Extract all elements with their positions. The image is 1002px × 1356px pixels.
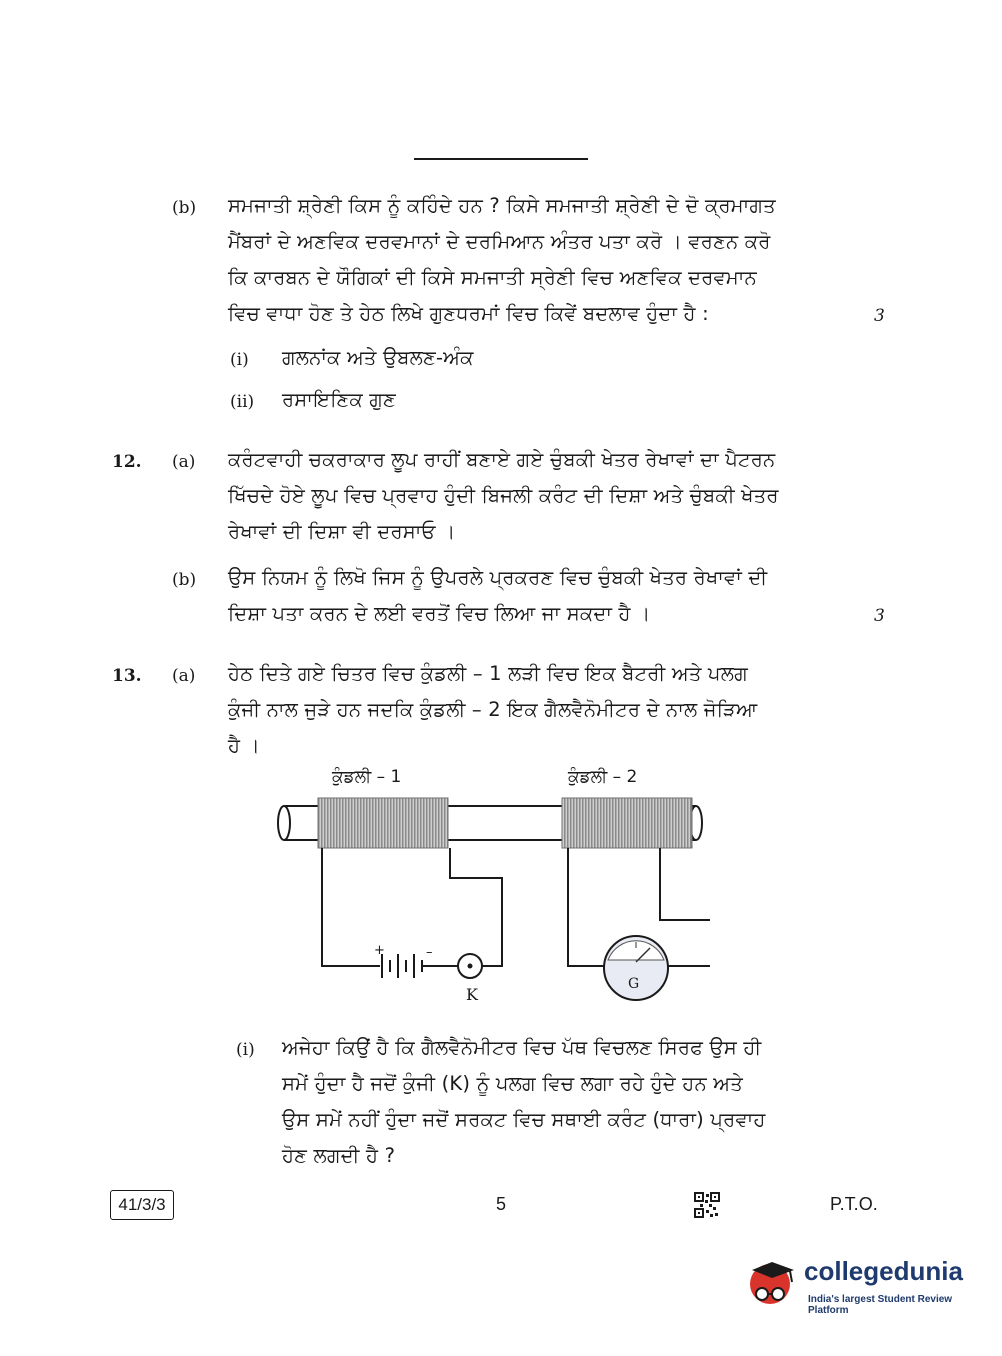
question-text-line: ਵਿਚ ਵਾਧਾ ਹੋਣ ਤੇ ਹੇਠ ਲਿਖੇ ਗੁਣਧਰਮਾਂ ਵਿਚ ਕਿਵੇਂ ਬਦਲਾਵ ਹੁੰਦਾ ਹੈ :: [228, 302, 709, 325]
brand-tagline: India's largest Student Review Platform: [808, 1294, 953, 1316]
part-label: (b): [172, 570, 197, 590]
subpart-label: (i): [236, 1040, 255, 1060]
question-text-line: ਕਰੰਟਵਾਹੀ ਚਕਰਾਕਾਰ ਲੂਪ ਰਾਹੀਂ ਬਣਾਏ ਗਏ ਚੁੰਬਕੀ ਖੇਤਰ ਰੇਖਾਵਾਂ ਦਾ ਪੈਟਰਨ: [228, 448, 776, 471]
question-number: 12.: [112, 452, 142, 472]
question-text-line: ਹੈ ।: [228, 734, 260, 757]
subpart-text: ਰਸਾਇਣਿਕ ਗੁਣ: [282, 388, 396, 411]
paper-code: 41/3/3: [110, 1190, 174, 1220]
circuit-1-wires: [322, 848, 502, 966]
part-label: (b): [172, 198, 197, 218]
question-text-line: ਸਮਜਾਤੀ ਸ਼੍ਰੇਣੀ ਕਿਸ ਨੂੰ ਕਹਿੰਦੇ ਹਨ ? ਕਿਸੇ ਸਮਜਾਤੀ ਸ਼੍ਰੇਣੀ ਦੇ ਦੋ ਕ੍ਰਮਾਗਤ: [228, 194, 776, 217]
brand-name: collegedunia: [804, 1256, 963, 1286]
galvanometer-label: G: [628, 976, 640, 992]
question-text-line: ਹੇਠ ਦਿਤੇ ਗਏ ਚਿਤਰ ਵਿਚ ਕੁੰਡਲੀ – 1 ਲੜੀ ਵਿਚ ਇਕ ਬੈਟਰੀ ਅਤੇ ਪਲਗ: [228, 662, 748, 685]
coil-2-label: ਕੁੰਡਲੀ – 2: [568, 767, 638, 787]
question-text-line: ਹੋਣ ਲਗਦੀ ਹੈ ?: [282, 1144, 396, 1167]
coil-1-label: ਕੁੰਡਲੀ – 1: [332, 767, 402, 787]
page-number: 5: [496, 1194, 507, 1214]
question-text-line: ਉਸ ਨਿਯਮ ਨੂੰ ਲਿਖੋ ਜਿਸ ਨੂੰ ਉਪਰਲੇ ਪ੍ਰਕਰਣ ਵਿਚ ਚੁੰਬਕੀ ਖੇਤਰ ਰੇਖਾਵਾਂ ਦੀ: [228, 566, 768, 589]
question-text-line: ਖਿੱਚਦੇ ਹੋਏ ਲੂਪ ਵਿਚ ਪ੍ਰਵਾਹ ਹੁੰਦੀ ਬਿਜਲੀ ਕਰੰਟ ਦੀ ਦਿਸ਼ਾ ਅਤੇ ਚੁੰਬਕੀ ਖੇਤਰ: [228, 484, 779, 507]
marks: 3: [874, 606, 885, 626]
qr-code-icon: [694, 1192, 720, 1218]
battery-plus-sign: +: [374, 943, 385, 958]
question-text-line: ਸਮੇਂ ਹੁੰਦਾ ਹੈ ਜਦੋਂ ਕੁੰਜੀ (K) ਨੂੰ ਪਲਗ ਵਿਚ ਲਗਾ ਰਹੇ ਹੁੰਦੇ ਹਨ ਅਤੇ: [282, 1072, 743, 1095]
question-text-line: ਅਜੇਹਾ ਕਿਉਂ ਹੈ ਕਿ ਗੈਲਵੈਨੋਮੀਟਰ ਵਿਚ ਪੱਥ ਵਿਚਲਣ ਸਿਰਫ ਉਸ ਹੀ: [282, 1036, 762, 1059]
marks: 3: [874, 306, 885, 326]
battery-minus-sign: –: [426, 945, 433, 960]
pto-text: P.T.O.: [830, 1194, 878, 1214]
plug-key-symbol: [452, 954, 488, 978]
question-text-line: ਕਿ ਕਾਰਬਨ ਦੇ ਯੌਗਿਕਾਂ ਦੀ ਕਿਸੇ ਸਮਜਾਤੀ ਸ੍ਰੇਣੀ ਵਿਚ ਅਣਵਿਕ ਦਰਵਮਾਨ: [228, 266, 757, 289]
coil-1: [318, 798, 448, 848]
key-label: K: [466, 985, 478, 1004]
question-text-line: ਦਿਸ਼ਾ ਪਤਾ ਕਰਨ ਦੇ ਲਈ ਵਰਤੋਂ ਵਿਚ ਲਿਆ ਜਾ ਸਕਦਾ ਹੈ ।: [228, 602, 651, 625]
battery-symbol: [382, 954, 422, 978]
top-rule: [414, 158, 588, 160]
question-text-line: ਕੁੰਜੀ ਨਾਲ ਜੁੜੇ ਹਨ ਜਦਕਿ ਕੁੰਡਲੀ – 2 ਇਕ ਗੈਲਵੈਨੋਮੀਟਰ ਦੇ ਨਾਲ ਜੋੜਿਆ: [228, 698, 758, 721]
question-text-line: ਰੇਖਾਵਾਂ ਦੀ ਦਿਸ਼ਾ ਵੀ ਦਰਸਾਓ ।: [228, 520, 456, 543]
question-text-line: ਮੈਂਬਰਾਂ ਦੇ ਅਣਵਿਕ ਦਰਵਮਾਨਾਂ ਦੇ ਦਰਮਿਆਨ ਅੰਤਰ ਪਤਾ ਕਰੋ । ਵਰਣਨ ਕਰੋ: [228, 230, 771, 253]
part-label: (a): [172, 452, 196, 472]
coil-2: [562, 798, 692, 848]
question-number: 13.: [112, 666, 142, 686]
collegedunia-branding: [738, 1252, 978, 1322]
subpart-text: ਗਲਨਾਂਕ ਅਤੇ ਉਬਲਣ-ਅੰਕ: [282, 346, 474, 369]
collegedunia-logo-icon: [738, 1252, 804, 1316]
question-text-line: ਉਸ ਸਮੇਂ ਨਹੀਂ ਹੁੰਦਾ ਜਦੋਂ ਸਰਕਟ ਵਿਚ ਸਥਾਈ ਕਰੰਟ (ਧਾਰਾ) ਪ੍ਰਵਾਹ: [282, 1108, 766, 1131]
induction-circuit-diagram: [270, 758, 710, 1008]
part-label: (a): [172, 666, 196, 686]
subpart-label: (ii): [230, 392, 255, 412]
subpart-label: (i): [230, 350, 249, 370]
